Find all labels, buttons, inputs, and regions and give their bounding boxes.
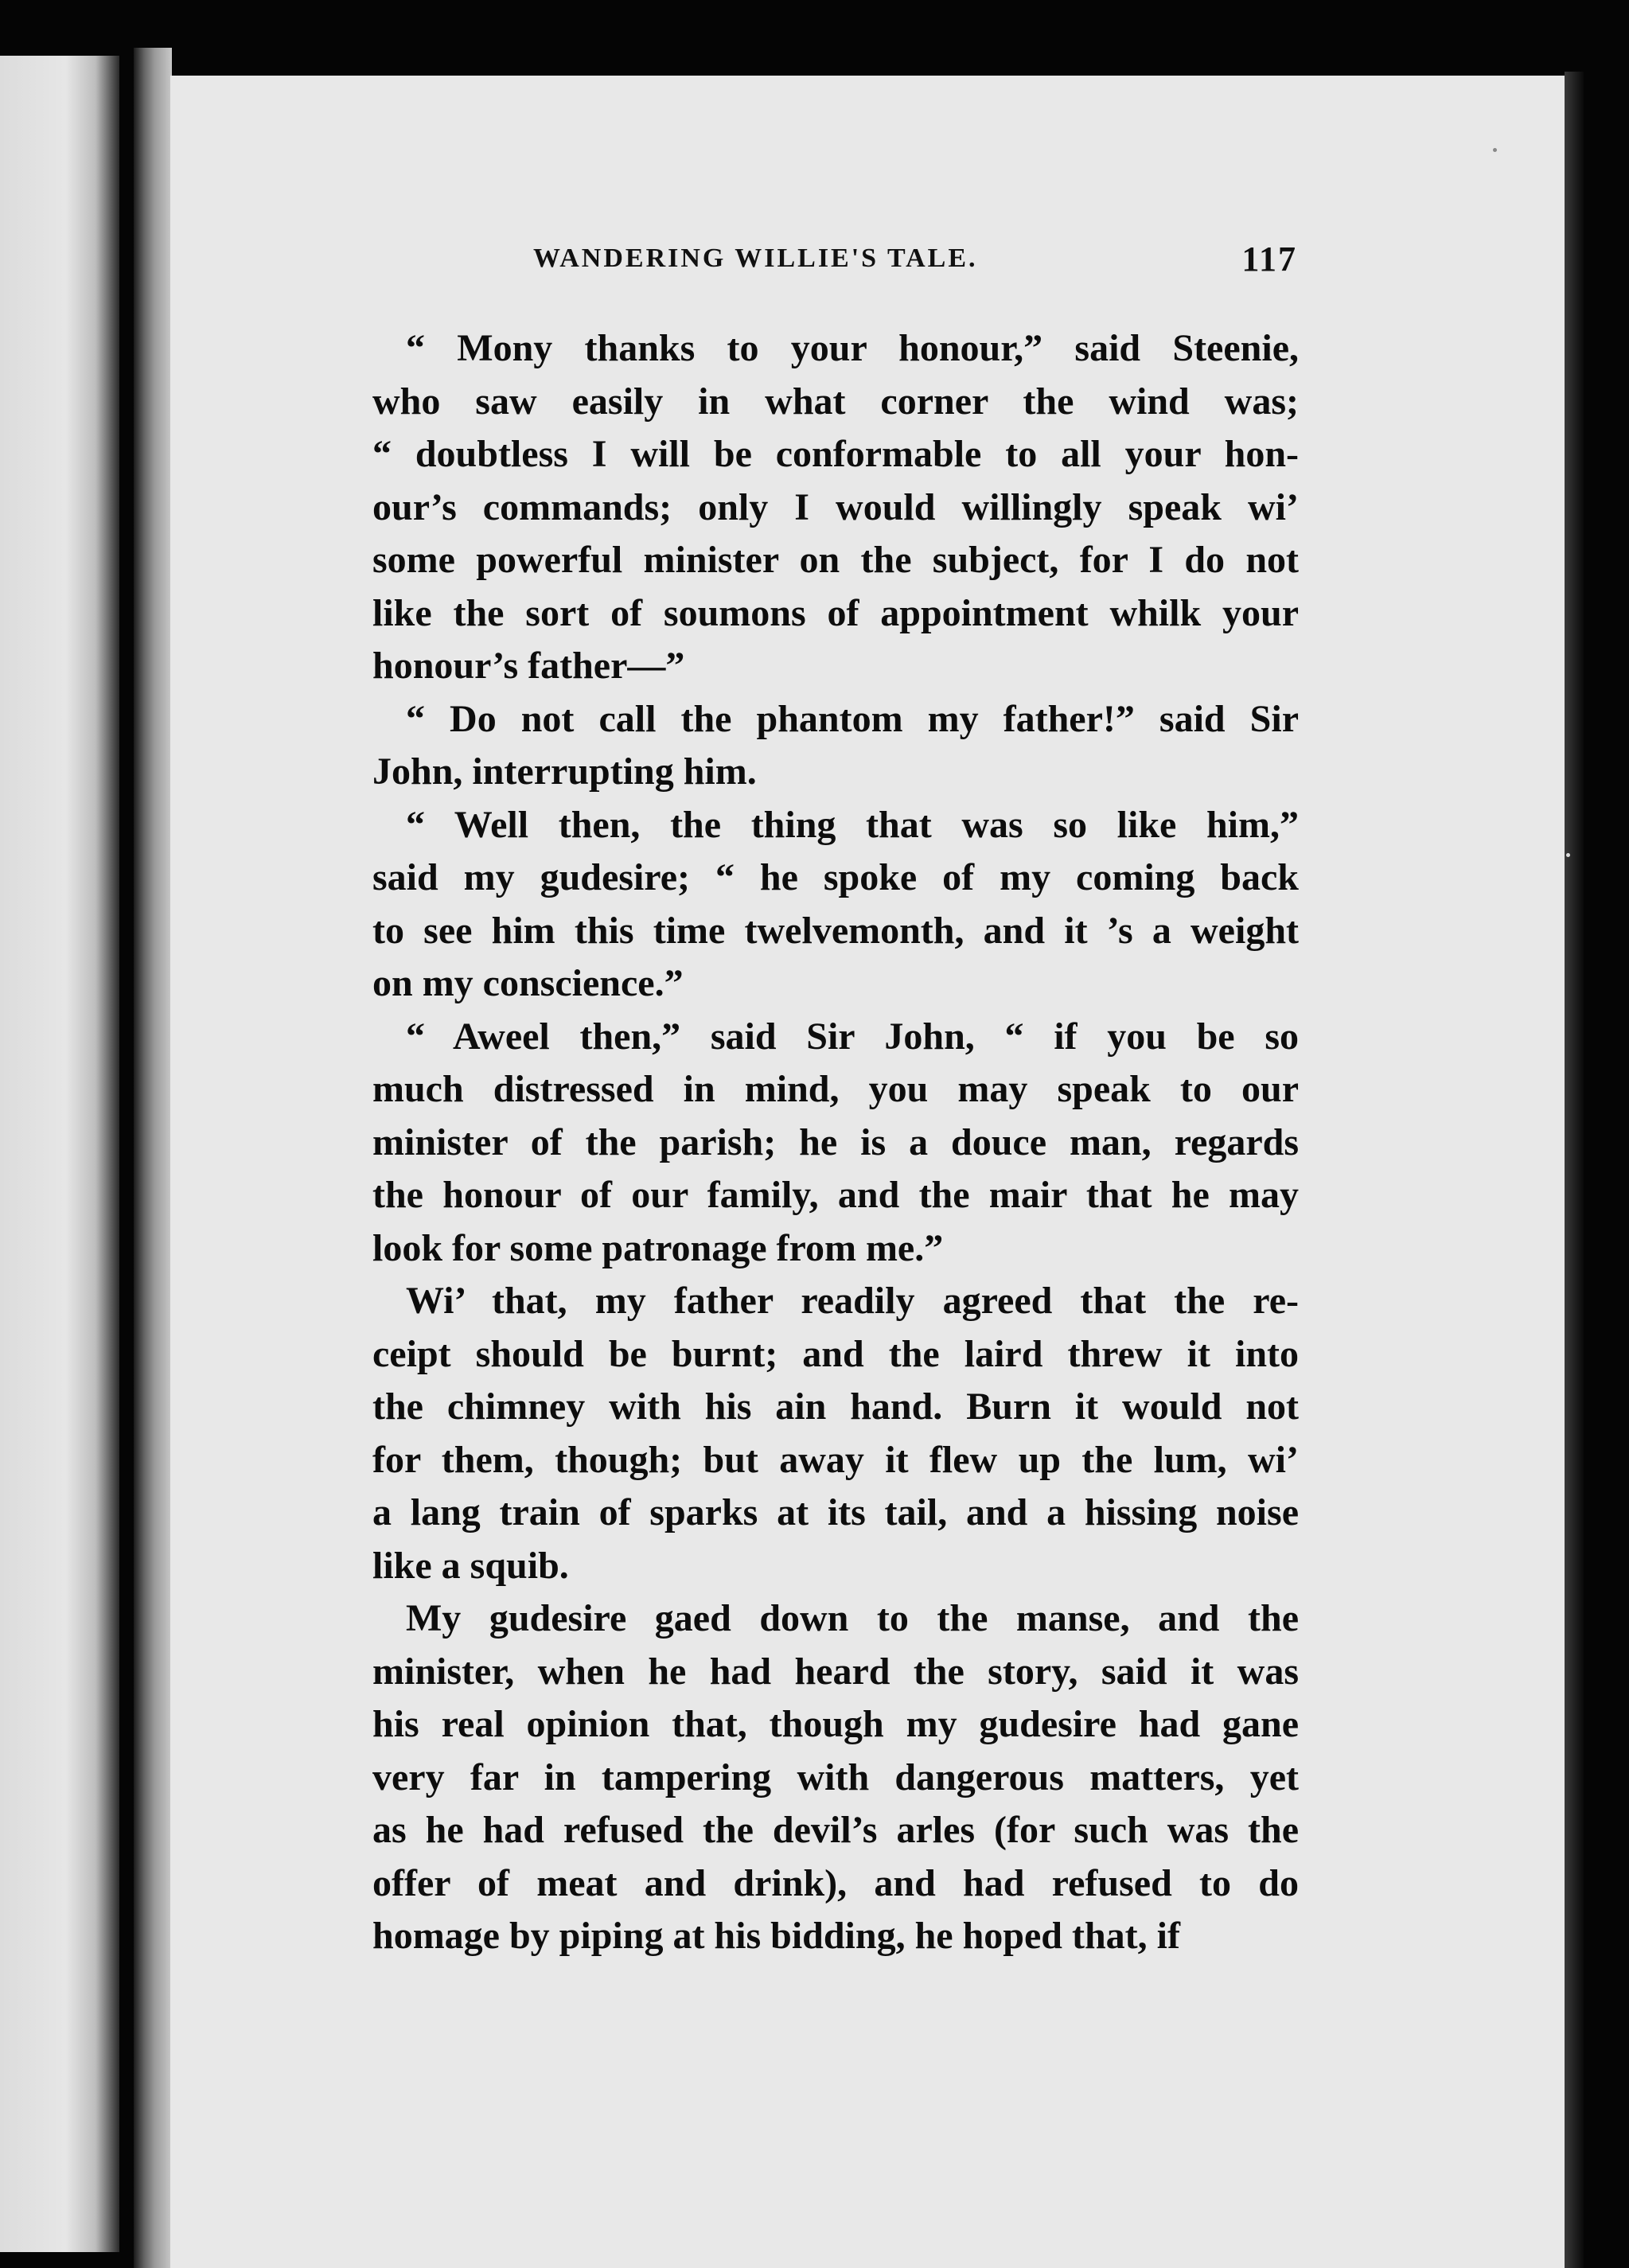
text-line: homage by piping at his bidding, he hoped that, if [372, 1915, 1180, 1957]
text-line: on my conscience.” [372, 962, 684, 1004]
text-line: some powerful minister on the subject, for I do not [372, 539, 1299, 581]
dust-speck [1493, 148, 1497, 152]
page-number: 117 [1241, 240, 1297, 279]
text-line: John, interrupting him. [372, 750, 757, 793]
dust-speck [1566, 853, 1570, 857]
text-line: like a squib. [372, 1544, 569, 1587]
paragraph [372, 1275, 1299, 1592]
text-line: minister of the parish; he is a douce man, regards [372, 1120, 1299, 1163]
paragraph [372, 322, 1299, 693]
text-line: My gudesire gaed down to the manse, and the [406, 1597, 1299, 1639]
page-right-edge [1565, 72, 1584, 2268]
text-line: the chimney with his ain hand. Burn it would not [372, 1385, 1299, 1428]
text-line: “ Well then, the thing that was so like him,” [406, 803, 1299, 846]
paragraph [372, 799, 1299, 1011]
paragraph [372, 1011, 1299, 1276]
text-line: who saw easily in what corner the wind was; [372, 380, 1299, 423]
text-line: our’s commands; only I would willingly speak wi’ [372, 485, 1299, 528]
paragraph [372, 693, 1299, 799]
binding-gutter [134, 48, 172, 2268]
text-line: Wi’ that, my father readily agreed that the re- [406, 1280, 1299, 1322]
running-head [533, 239, 1297, 286]
text-line: “ Mony thanks to your honour,” said Steenie, [406, 327, 1299, 369]
text-line: very far in tampering with dangerous matters, yet [372, 1756, 1299, 1798]
facing-page-edge [0, 56, 119, 2252]
text-line: the honour of our family, and the mair that he may [372, 1174, 1299, 1216]
body-text [372, 322, 1299, 1963]
text-line: honour’s father—” [372, 645, 685, 687]
text-line: ceipt should be burnt; and the laird threw it into [372, 1332, 1299, 1375]
text-line: much distressed in mind, you may speak to our [372, 1068, 1299, 1110]
text-line: “ Do not call the phantom my father!” said Sir [406, 697, 1299, 740]
text-line: said my gudesire; “ he spoke of my coming back [372, 856, 1299, 898]
text-line: his real opinion that, though my gudesire had gane [372, 1703, 1299, 1745]
text-line: to see him this time twelvemonth, and it ’s a weight [372, 909, 1299, 952]
text-line: “ Aweel then,” said Sir John, “ if you be so [406, 1015, 1299, 1058]
text-line: for them, though; but away it flew up the lum, wi’ [372, 1438, 1299, 1481]
text-line: “ doubtless I will be conformable to all your hon- [372, 433, 1299, 475]
paragraph [372, 1592, 1299, 1963]
text-line: as he had refused the devil’s arles (for such was the [372, 1809, 1299, 1851]
text-line: a lang train of sparks at its tail, and a hissing noise [372, 1491, 1299, 1533]
text-line: look for some patronage from me.” [372, 1226, 944, 1269]
text-line: minister, when he had heard the story, said it was [372, 1650, 1299, 1693]
text-line: like the sort of soumons of appointment whilk your [372, 591, 1299, 634]
running-title: WANDERING WILLIE'S TALE. [533, 244, 978, 273]
text-line: offer of meat and drink), and had refused to do [372, 1861, 1299, 1904]
